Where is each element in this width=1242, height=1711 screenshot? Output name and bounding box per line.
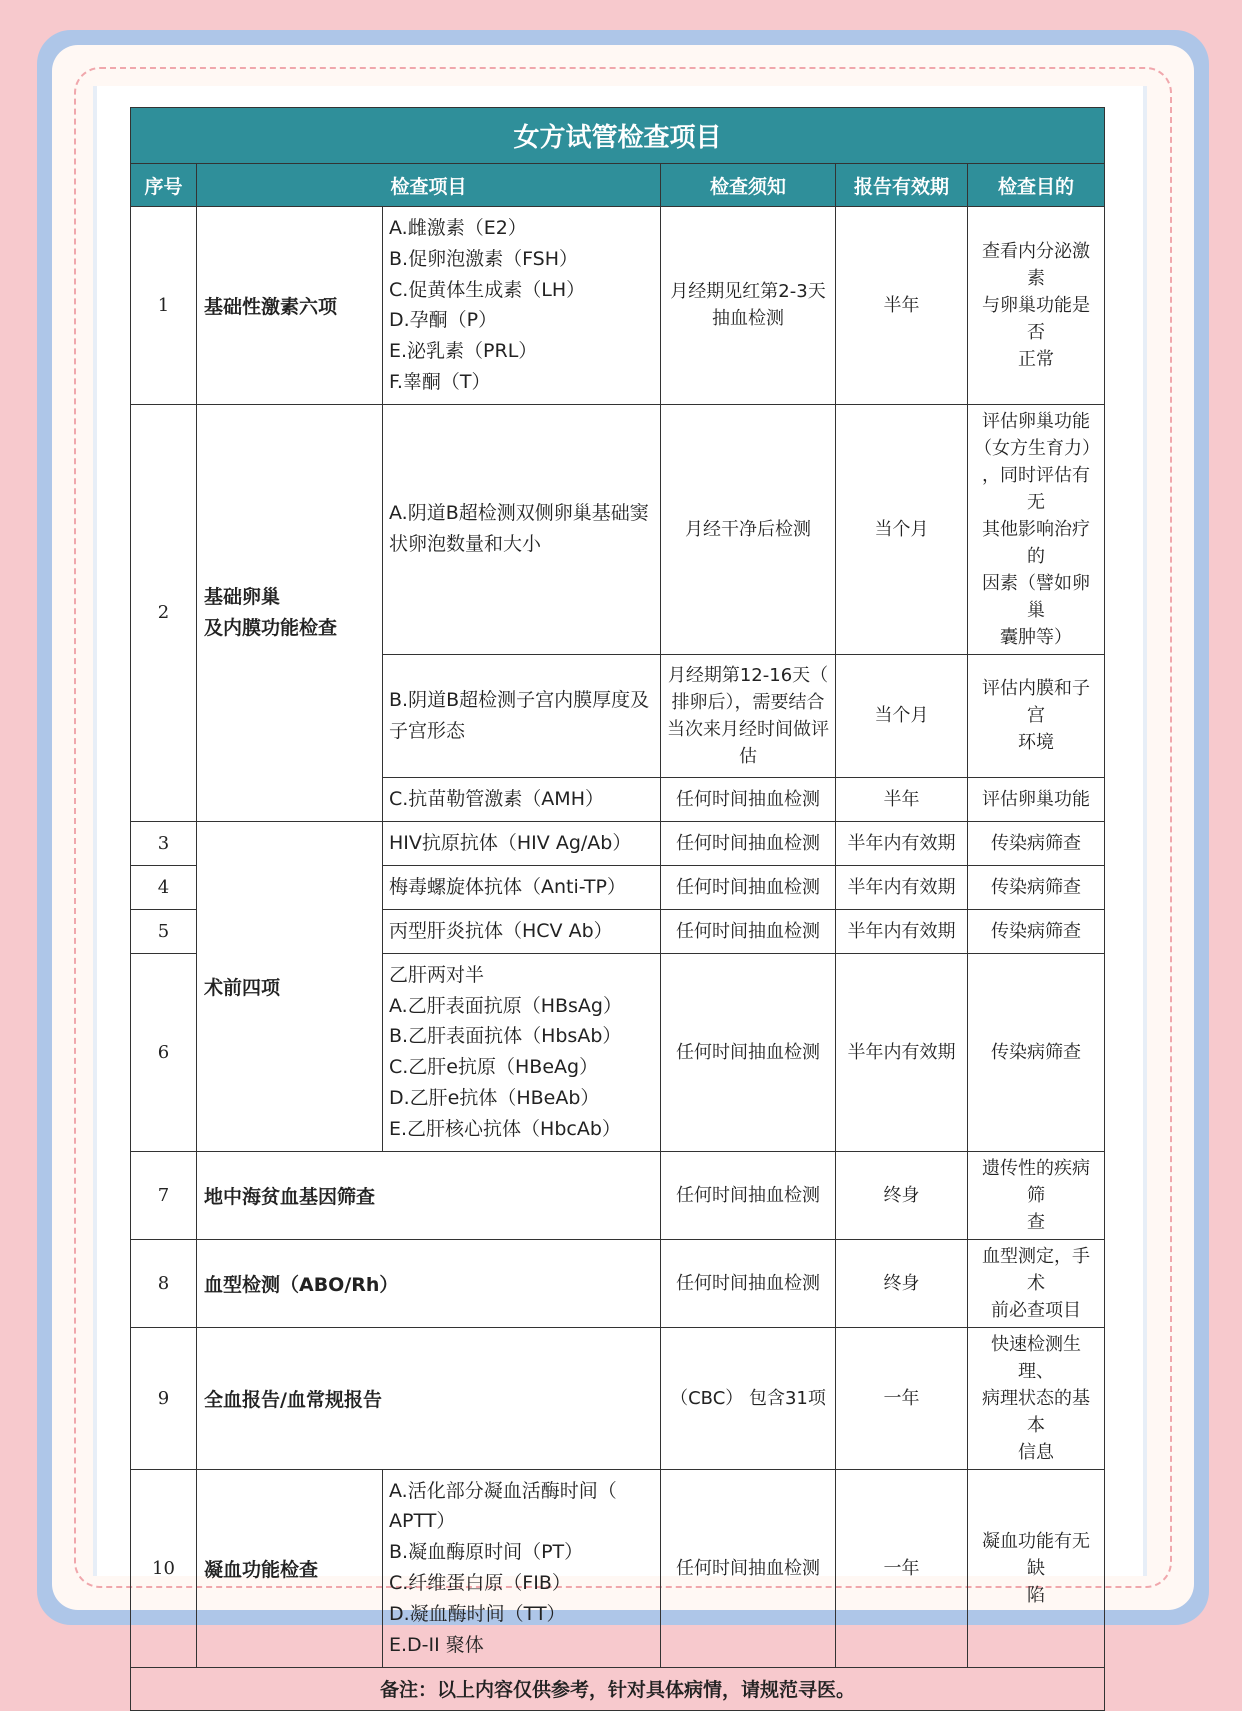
purpose-line: 与卵巢功能是否 [982, 294, 1090, 343]
exam-notice: 任何时间抽血检测 [661, 1151, 836, 1239]
row-number: 10 [131, 1469, 197, 1667]
exam-purpose [968, 1469, 1105, 1667]
notice-line: 当次来月经时间做评 [667, 718, 829, 740]
exam-validity: 终身 [836, 1239, 968, 1327]
row-number: 2 [131, 404, 197, 821]
exam-items [383, 953, 661, 1151]
item-line: C.纤维蛋白原（FIB） [389, 1572, 571, 1595]
header-notice: 检查须知 [661, 164, 836, 207]
exam-purpose [968, 404, 1105, 654]
exam-validity: 当个月 [836, 654, 968, 777]
exam-notice: 任何时间抽血检测 [661, 1469, 836, 1667]
footnote: 备注：以上内容仅供参考，针对具体病情，请规范寻医。 [131, 1667, 1105, 1710]
exam-purpose [968, 654, 1105, 777]
table-row [131, 207, 1105, 405]
row-number: 4 [131, 865, 197, 909]
item-line: F.睾酮（T） [389, 370, 491, 393]
purpose-line: 正常 [1018, 348, 1054, 370]
purpose-line: 其他影响治疗的 [982, 518, 1090, 567]
exam-notice: 任何时间抽血检测 [661, 821, 836, 865]
exam-name: 基础性激素六项 [197, 207, 383, 405]
exam-items [383, 404, 661, 654]
row-number: 5 [131, 909, 197, 953]
item-line: 子宫形态 [389, 719, 466, 742]
exam-purpose: 评估卵巢功能 [968, 777, 1105, 821]
exam-validity: 半年内有效期 [836, 909, 968, 953]
exam-name: 全血报告/血常规报告 [197, 1327, 661, 1469]
exam-notice: 任何时间抽血检测 [661, 865, 836, 909]
table-row [131, 1327, 1105, 1469]
exam-name: 凝血功能检查 [197, 1469, 383, 1667]
exam-validity: 当个月 [836, 404, 968, 654]
table-title: 女方试管检查项目 [131, 108, 1105, 164]
purpose-line: 评估内膜和子宫 [982, 678, 1090, 727]
item-line: B.阴道B超检测子宫内膜厚度及 [389, 688, 650, 711]
table-row [131, 1239, 1105, 1327]
item-line: D.孕酮（P） [389, 309, 498, 332]
exam-name: 术前四项 [197, 821, 383, 1151]
item-line: E.泌乳素（PRL） [389, 340, 538, 363]
purpose-line: 凝血功能有无缺 [982, 1530, 1090, 1579]
exam-purpose: 传染病筛查 [968, 865, 1105, 909]
row-number: 3 [131, 821, 197, 865]
item-line: 乙肝两对半 [389, 963, 485, 986]
notice-line: 排卵后），需要结合 [671, 691, 825, 713]
exam-validity: 终身 [836, 1151, 968, 1239]
exam-items [383, 654, 661, 777]
exam-notice [661, 207, 836, 405]
exam-name: 地中海贫血基因筛查 [197, 1151, 661, 1239]
item-line: A.雌激素（E2） [389, 217, 527, 239]
exam-notice: 任何时间抽血检测 [661, 953, 836, 1151]
row-number: 9 [131, 1327, 197, 1469]
purpose-line: 评估卵巢功能 [982, 410, 1090, 432]
purpose-line: 病理状态的基本 [982, 1387, 1090, 1436]
exam-validity: 半年内有效期 [836, 953, 968, 1151]
purpose-line: 遗传性的疾病筛 [982, 1157, 1090, 1206]
purpose-line: 环境 [1018, 732, 1054, 754]
exam-table [130, 107, 1105, 1711]
row-number: 6 [131, 953, 197, 1151]
table-row [131, 821, 1105, 865]
notice-line: 抽血检测 [712, 308, 784, 330]
exam-purpose: 传染病筛查 [968, 953, 1105, 1151]
header-validity: 报告有效期 [836, 164, 968, 207]
exam-items [383, 1469, 661, 1667]
notice-line: 月经期见红第2-3天 [670, 281, 826, 303]
purpose-line: 查看内分泌激素 [982, 240, 1090, 289]
exam-purpose [968, 1327, 1105, 1469]
item-line: D.乙肝e抗体（HBeAb） [389, 1086, 600, 1109]
purpose-line: 信息 [1018, 1441, 1054, 1463]
item-line: D.凝血酶时间（TT） [389, 1602, 566, 1625]
exam-validity: 一年 [836, 1469, 968, 1667]
exam-purpose: 传染病筛查 [968, 909, 1105, 953]
purpose-line: ，同时评估有无 [982, 464, 1090, 513]
purpose-line: （女方生育力） [974, 437, 1100, 459]
name-line: 基础卵巢 [204, 585, 281, 608]
exam-purpose [968, 1151, 1105, 1239]
item-line: C.促黄体生成素（LH） [389, 278, 586, 301]
name-line: 及内膜功能检查 [204, 616, 338, 639]
table-row [131, 404, 1105, 654]
exam-name: 血型检测（ABO/Rh） [197, 1239, 661, 1327]
purpose-line: 囊肿等） [1000, 626, 1072, 648]
header-purpose: 检查目的 [968, 164, 1105, 207]
table-row [131, 1469, 1105, 1667]
item-line: 状卵泡数量和大小 [389, 533, 542, 556]
notice-line: 估 [739, 745, 757, 767]
exam-purpose [968, 1239, 1105, 1327]
header-item: 检查项目 [197, 164, 661, 207]
exam-validity: 半年内有效期 [836, 821, 968, 865]
exam-purpose [968, 207, 1105, 405]
item-line: A.乙肝表面抗原（HBsAg） [389, 994, 622, 1017]
purpose-line: 陷 [1027, 1584, 1045, 1606]
exam-notice [661, 654, 836, 777]
notice-line: 月经期第12-16天（ [667, 664, 829, 686]
item-line: A.活化部分凝血活酶时间（ [389, 1479, 617, 1502]
item-line: B.凝血酶原时间（PT） [389, 1541, 584, 1564]
exam-items [383, 207, 661, 405]
purpose-line: 前必查项目 [991, 1299, 1081, 1321]
exam-items: 丙型肝炎抗体（HCV Ab） [383, 909, 661, 953]
purpose-line: 快速检测生理、 [991, 1333, 1081, 1382]
item-line: A.阴道B超检测双侧卵巢基础窦 [389, 502, 649, 525]
item-line: C.乙肝e抗原（HBeAg） [389, 1056, 599, 1079]
exam-purpose: 传染病筛查 [968, 821, 1105, 865]
note-row [131, 1667, 1105, 1710]
header-index: 序号 [131, 164, 197, 207]
row-number: 7 [131, 1151, 197, 1239]
row-number: 8 [131, 1239, 197, 1327]
exam-items: HIV抗原抗体（HIV Ag/Ab） [383, 821, 661, 865]
exam-validity: 半年 [836, 207, 968, 405]
exam-items: C.抗苗勒管激素（AMH） [383, 777, 661, 821]
purpose-line: 查 [1027, 1211, 1045, 1233]
row-number: 1 [131, 207, 197, 405]
exam-name [197, 404, 383, 821]
exam-notice: （CBC） 包含31项 [661, 1327, 836, 1469]
item-line: E.乙肝核心抗体（HbcAb） [389, 1117, 621, 1140]
purpose-line: 血型测定，手术 [982, 1245, 1090, 1294]
item-line: E.D-II 聚体 [389, 1633, 484, 1656]
exam-notice: 任何时间抽血检测 [661, 1239, 836, 1327]
exam-validity: 一年 [836, 1327, 968, 1469]
exam-items: 梅毒螺旋体抗体（Anti-TP） [383, 865, 661, 909]
exam-validity: 半年 [836, 777, 968, 821]
item-line: B.乙肝表面抗体（HbsAb） [389, 1025, 622, 1048]
table-row [131, 1151, 1105, 1239]
item-line: B.促卵泡激素（FSH） [389, 247, 579, 270]
purpose-line: 因素（譬如卵巢 [982, 572, 1090, 621]
exam-validity: 半年内有效期 [836, 865, 968, 909]
exam-notice: 月经干净后检测 [661, 404, 836, 654]
exam-notice: 任何时间抽血检测 [661, 777, 836, 821]
item-line: APTT） [389, 1510, 456, 1533]
exam-notice: 任何时间抽血检测 [661, 909, 836, 953]
